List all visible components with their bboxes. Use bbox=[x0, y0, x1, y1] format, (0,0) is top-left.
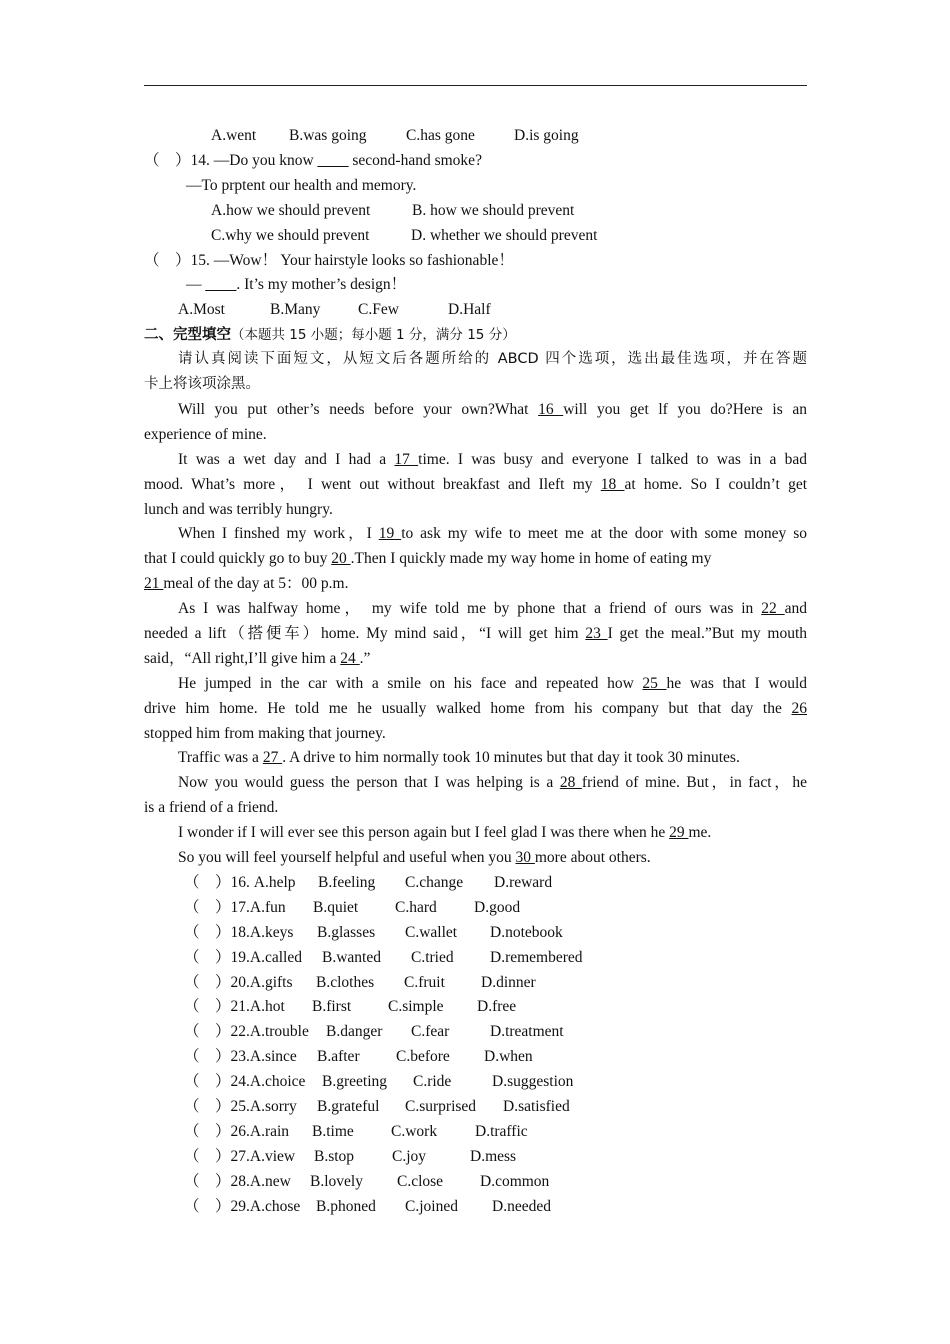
question-a: （ ）29.A.chose bbox=[184, 1198, 301, 1215]
blank-30: 30 bbox=[515, 849, 535, 866]
q15-option-b: B.Many bbox=[270, 301, 321, 318]
question-c: C.wallet bbox=[405, 924, 458, 941]
question-b: B.after bbox=[317, 1048, 360, 1065]
q15-options bbox=[144, 297, 807, 322]
question-b: B.feeling bbox=[318, 874, 376, 891]
question-c: C.before bbox=[396, 1048, 450, 1065]
passage-line bbox=[144, 571, 807, 596]
question-b: B.phoned bbox=[316, 1198, 376, 1215]
passage-text: time. I was busy and everyone I talked to was in a bad bbox=[418, 451, 807, 468]
question-d: D.satisfied bbox=[503, 1098, 570, 1115]
question-a: （ ）20.A.gifts bbox=[184, 974, 293, 991]
question-d: D.common bbox=[480, 1173, 550, 1190]
passage-text: As I was halfway home， my wife told me by phone that a friend of ours was in bbox=[178, 600, 762, 617]
passage-text: said，“All right,I’ll give him a bbox=[144, 650, 341, 667]
q13-option-d: D.is going bbox=[514, 127, 579, 144]
q14-option-d: D. whether we should prevent bbox=[411, 227, 598, 244]
passage-line bbox=[144, 696, 807, 721]
blank-26: 26 bbox=[791, 700, 807, 717]
question-c: C.ride bbox=[413, 1073, 452, 1090]
blank-18: 18 bbox=[600, 476, 625, 493]
passage-text: Will you put other’s needs before your own?What bbox=[178, 401, 539, 418]
question-b: B.grateful bbox=[317, 1098, 380, 1115]
passage-line: stopped him from making that journey. bbox=[144, 725, 386, 742]
passage-line bbox=[144, 472, 807, 497]
passage-text: drive him home. He told me he usually walked home from his company but that day the bbox=[144, 700, 792, 717]
passage-text: . A drive to him normally took 10 minutes but that day it took 30 minutes. bbox=[282, 749, 740, 766]
question-c: C.joined bbox=[405, 1198, 458, 1215]
blank-17: 17 bbox=[394, 451, 419, 468]
question-b: B.greeting bbox=[322, 1073, 387, 1090]
passage-line bbox=[144, 546, 807, 571]
question-b: B.quiet bbox=[313, 899, 359, 916]
blank-23: 23 bbox=[585, 625, 608, 642]
question-b: B.clothes bbox=[316, 974, 375, 991]
q13-options bbox=[144, 123, 807, 148]
q15-stem: （ ）15. —Wow！ Your hairstyle looks so fashionable！ bbox=[144, 252, 514, 269]
question-c: C.surprised bbox=[405, 1098, 477, 1115]
blank-22: 22 bbox=[761, 600, 785, 617]
q14-options-row1 bbox=[144, 198, 807, 223]
q14-stem-text: （ ）14. —Do you know bbox=[144, 152, 318, 169]
passage-text: So you will feel yourself helpful and useful when you bbox=[178, 849, 516, 866]
question-d: D.good bbox=[474, 899, 521, 916]
question-b: B.stop bbox=[314, 1148, 355, 1165]
question-b: B.first bbox=[312, 998, 352, 1015]
passage-line bbox=[144, 671, 807, 696]
q15-reply-text: . It’s my mother’s design！ bbox=[236, 276, 407, 293]
question-c: C.tried bbox=[411, 949, 454, 966]
question-d: D.free bbox=[477, 998, 517, 1015]
section-title: 二、完型填空 bbox=[144, 327, 231, 343]
section-heading bbox=[144, 322, 807, 347]
passage-line bbox=[144, 621, 807, 646]
blank-29: 29 bbox=[669, 824, 689, 841]
passage-text: Traffic was a bbox=[178, 749, 263, 766]
q14-option-c: C.why we should prevent bbox=[211, 227, 370, 244]
passage-text: meal of the day at 5：00 p.m. bbox=[163, 575, 349, 592]
passage-line bbox=[144, 646, 807, 671]
passage-line bbox=[144, 845, 807, 870]
blank-20: 20 bbox=[331, 550, 351, 567]
passage-line bbox=[144, 397, 807, 422]
q15-option-a: A.Most bbox=[178, 301, 225, 318]
passage-text: I wonder if I will ever see this person again but I feel glad I was there when he bbox=[178, 824, 670, 841]
passage-text: .Then I quickly made my way home in home of eating my bbox=[350, 550, 712, 567]
passage-text: It was a wet day and I had a bbox=[178, 451, 395, 468]
q13-option-c: C.has gone bbox=[406, 127, 475, 144]
section-instructions-1: 请认真阅读下面短文，从短文后各题所给的 ABCD 四个选项，选出最佳选项，并在答题 bbox=[178, 351, 807, 367]
passage-text: more about others. bbox=[534, 849, 651, 866]
passage-line bbox=[144, 596, 807, 621]
passage-text: he was that I would bbox=[666, 675, 807, 692]
q14-reply: —To prptent our health and memory. bbox=[186, 177, 417, 194]
question-a: （ ）17.A.fun bbox=[184, 899, 286, 916]
blank-16: 16 bbox=[538, 401, 564, 418]
question-d: D.dinner bbox=[481, 974, 536, 991]
question-d: D.when bbox=[484, 1048, 533, 1065]
passage-text: When I finshed my work，I bbox=[178, 525, 379, 542]
blank-24: 24 bbox=[340, 650, 360, 667]
question-c: C.hard bbox=[395, 899, 437, 916]
q13-option-a: A.went bbox=[211, 127, 257, 144]
passage-text: that I could quickly go to buy bbox=[144, 550, 332, 567]
q14-option-a: A.how we should prevent bbox=[211, 202, 371, 219]
question-b: B.danger bbox=[326, 1023, 383, 1040]
question-d: D.mess bbox=[470, 1148, 517, 1165]
question-c: C.close bbox=[397, 1173, 444, 1190]
question-c: C.simple bbox=[388, 998, 444, 1015]
q15-option-c: C.Few bbox=[358, 301, 399, 318]
passage-line: is a friend of a friend. bbox=[144, 799, 279, 816]
passage-line bbox=[144, 521, 807, 546]
q13-option-b: B.was going bbox=[289, 127, 367, 144]
question-a: （ ）18.A.keys bbox=[184, 924, 294, 941]
question-d: D.traffic bbox=[475, 1123, 528, 1140]
question-a: （ ）16. A.help bbox=[184, 874, 296, 891]
q14-stem bbox=[144, 148, 807, 173]
question-a: （ ）22.A.trouble bbox=[184, 1023, 309, 1040]
question-d: D.treatment bbox=[490, 1023, 564, 1040]
passage-text: to ask my wife to meet me at the door with some money so bbox=[401, 525, 808, 542]
q15-option-d: D.Half bbox=[448, 301, 491, 318]
passage-line: experience of mine. bbox=[144, 426, 267, 443]
passage-text: .” bbox=[359, 650, 371, 667]
passage-text: at home. So I couldn’t get bbox=[624, 476, 808, 493]
q15-reply bbox=[144, 272, 807, 297]
passage-text: will you get lf you do?Here is an bbox=[563, 401, 808, 418]
q14-options-row2 bbox=[144, 223, 807, 248]
passage-text: Now you would guess the person that I was helping is a bbox=[178, 774, 560, 791]
header-rule bbox=[144, 85, 807, 86]
blank-21: 21 bbox=[144, 575, 164, 592]
question-c: C.change bbox=[405, 874, 464, 891]
passage-text: I get the meal.”But my mouth bbox=[607, 625, 808, 642]
q14-stem-end: second-hand smoke? bbox=[348, 152, 482, 169]
section-instructions-2: 卡上将该项涂黑。 bbox=[144, 376, 260, 392]
question-d: D.remembered bbox=[490, 949, 583, 966]
question-c: C.joy bbox=[392, 1148, 427, 1165]
question-c: C.fruit bbox=[404, 974, 445, 991]
passage-line bbox=[144, 820, 807, 845]
question-b: B.wanted bbox=[322, 949, 381, 966]
question-a: （ ）27.A.view bbox=[184, 1148, 296, 1165]
q14-option-b: B. how we should prevent bbox=[412, 202, 575, 219]
q14-blank: ____ bbox=[317, 152, 349, 169]
passage-text: needed a lift（搭便车）home. My mind said，“I will get him bbox=[144, 625, 586, 642]
question-d: D.needed bbox=[492, 1198, 551, 1215]
question-a: （ ）28.A.new bbox=[184, 1173, 291, 1190]
passage-line bbox=[144, 447, 807, 472]
question-b: B.lovely bbox=[310, 1173, 363, 1190]
passage-line bbox=[144, 770, 807, 795]
question-d: D.suggestion bbox=[492, 1073, 574, 1090]
question-a: （ ）26.A.rain bbox=[184, 1123, 290, 1140]
passage-line bbox=[144, 745, 807, 770]
q15-reply-dash: — bbox=[186, 276, 206, 293]
question-c: C.fear bbox=[411, 1023, 450, 1040]
question-a: （ ）19.A.called bbox=[184, 949, 302, 966]
passage-text: mood. What’s more， I went out without breakfast and Ileft my bbox=[144, 476, 601, 493]
question-b: B.time bbox=[312, 1123, 354, 1140]
blank-28: 28 bbox=[559, 774, 582, 791]
question-a: （ ）21.A.hot bbox=[184, 998, 285, 1015]
question-a: （ ）24.A.choice bbox=[184, 1073, 306, 1090]
question-c: C.work bbox=[391, 1123, 438, 1140]
question-b: B.glasses bbox=[317, 924, 376, 941]
q15-blank: ____ bbox=[205, 276, 237, 293]
question-a: （ ）25.A.sorry bbox=[184, 1098, 297, 1115]
blank-19: 19 bbox=[378, 525, 402, 542]
section-note: （本题共 15 小题；每小题 1 分，满分 15 分） bbox=[231, 327, 516, 343]
blank-27: 27 bbox=[262, 749, 283, 766]
passage-text: friend of mine. But，in fact，he bbox=[581, 774, 808, 791]
question-a: （ ）23.A.since bbox=[184, 1048, 297, 1065]
passage-text: He jumped in the car with a smile on his face and repeated how bbox=[178, 675, 643, 692]
passage-text: and bbox=[784, 600, 808, 617]
passage-text: me. bbox=[688, 824, 712, 841]
question-d: D.notebook bbox=[490, 924, 563, 941]
question-d: D.reward bbox=[494, 874, 553, 891]
blank-25: 25 bbox=[642, 675, 667, 692]
passage-line: lunch and was terribly hungry. bbox=[144, 501, 333, 518]
